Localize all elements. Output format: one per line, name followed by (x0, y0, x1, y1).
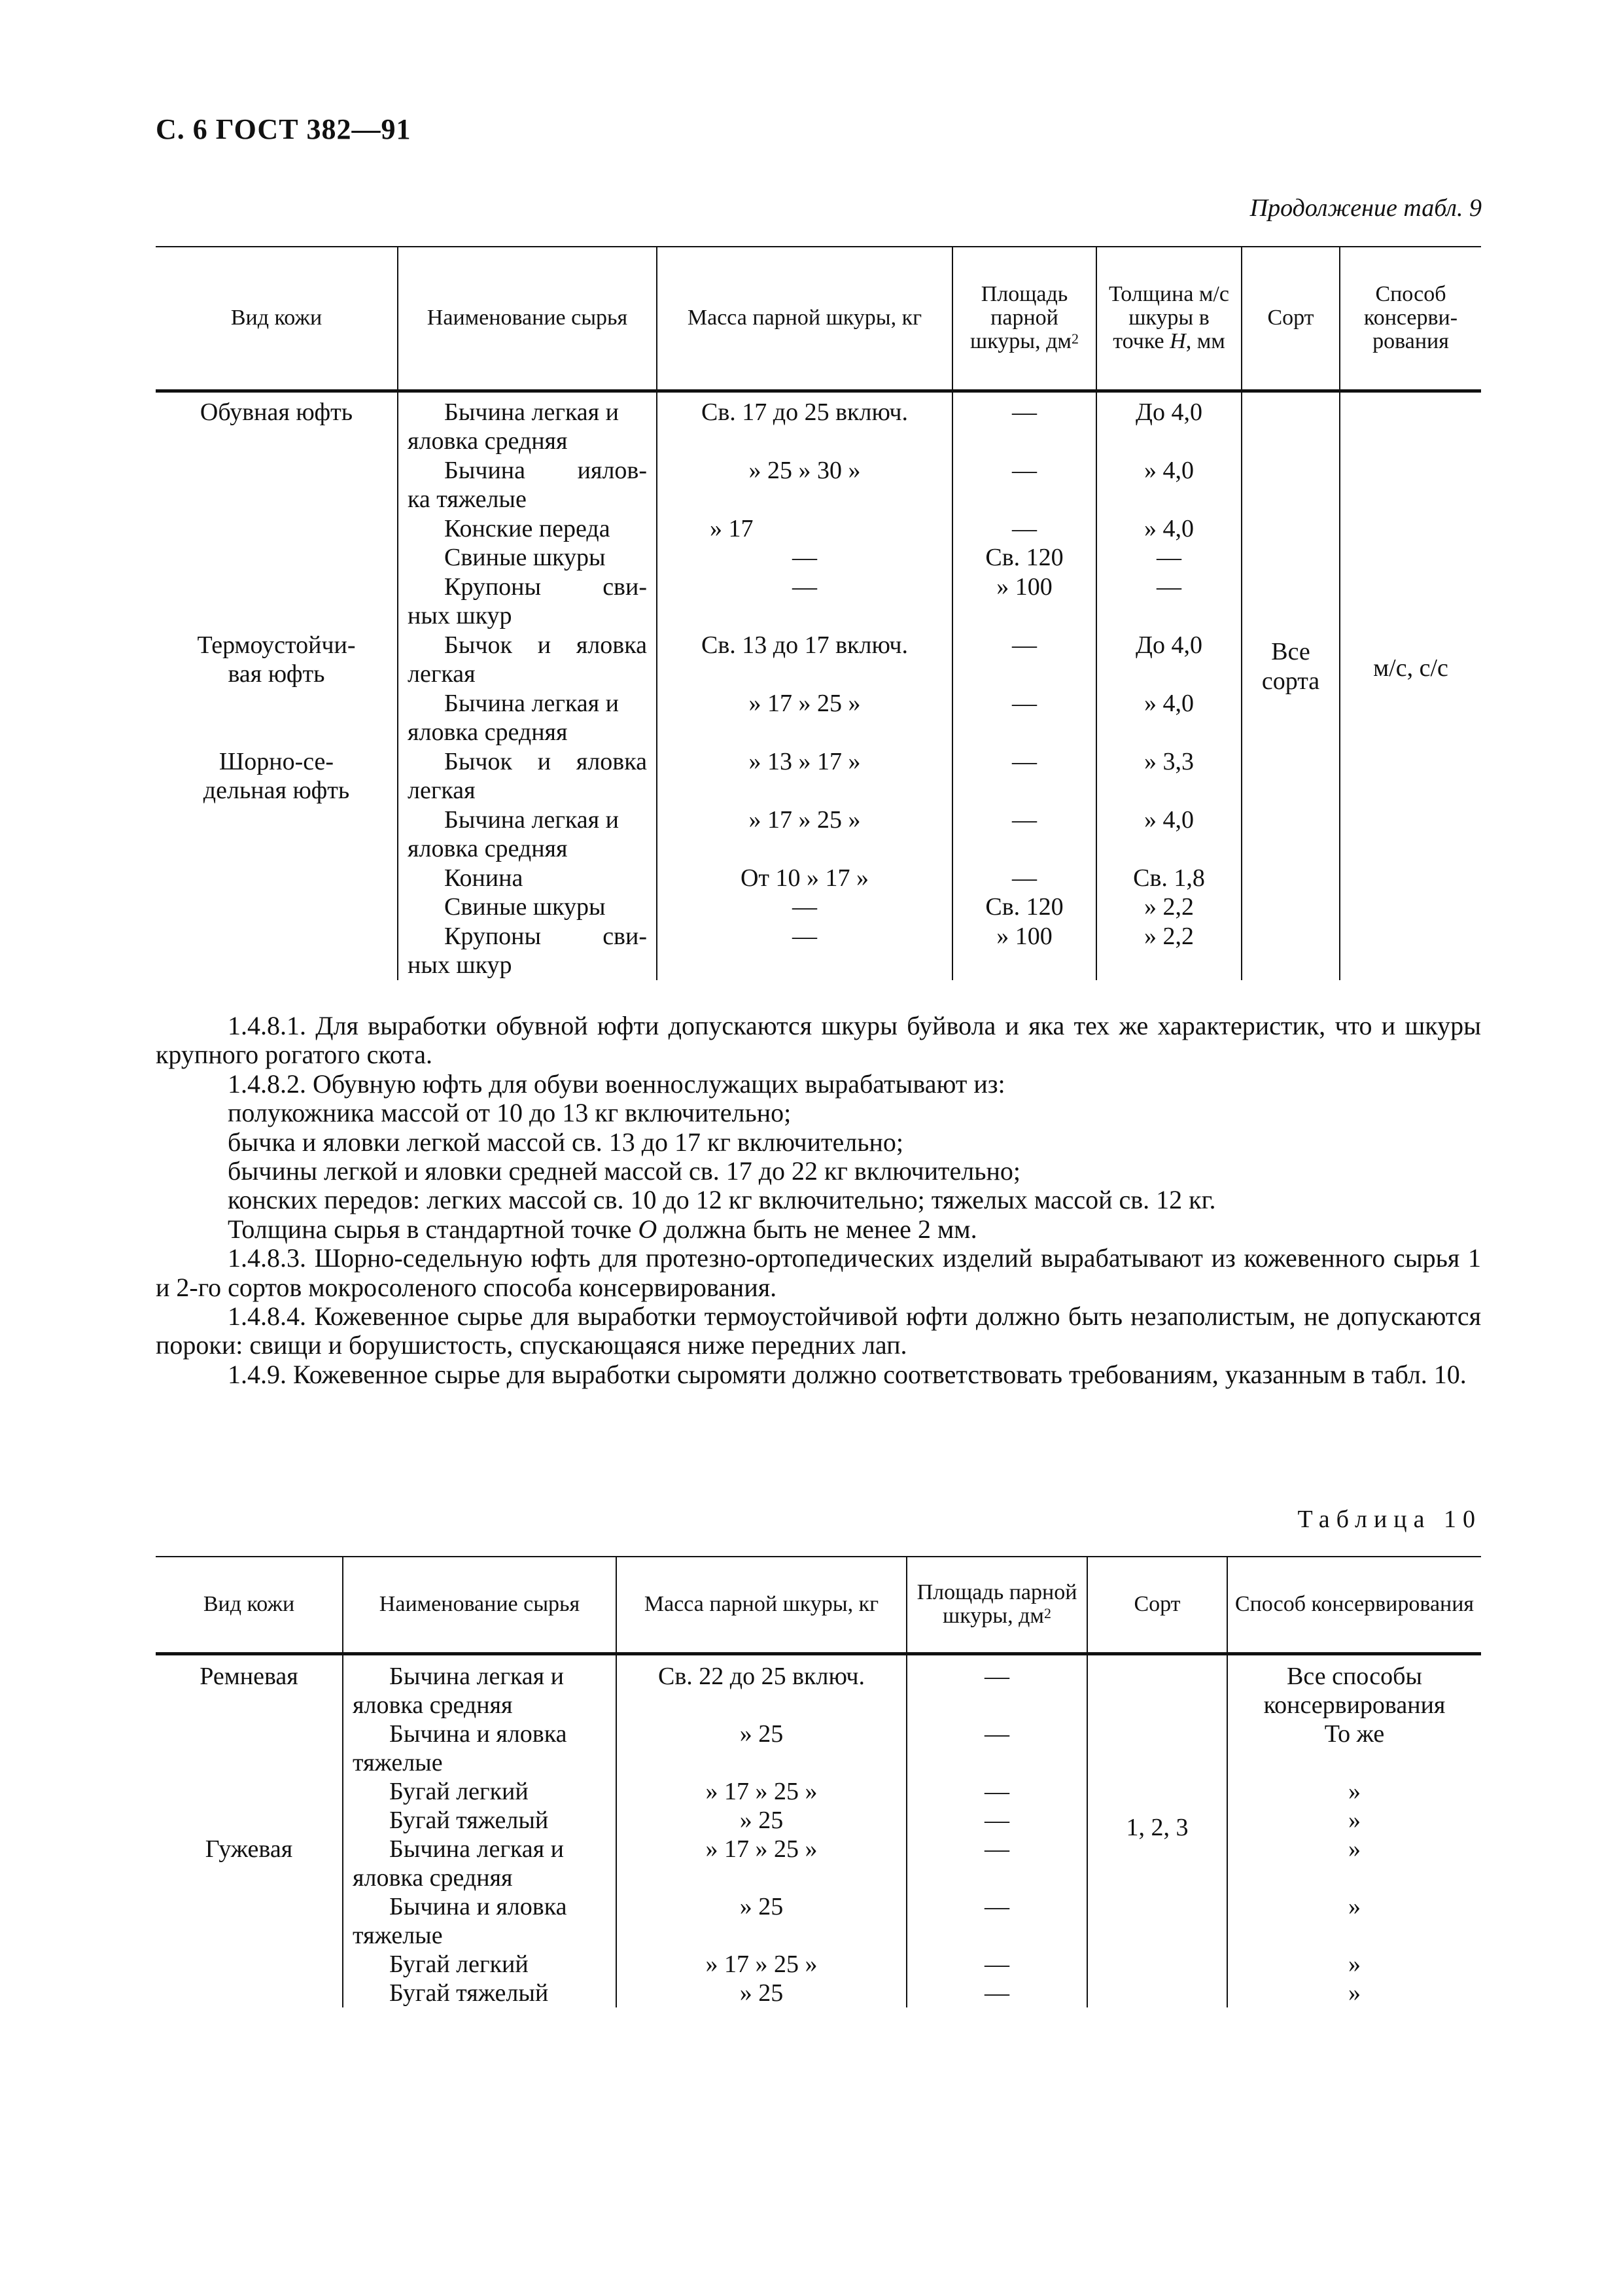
list-item: полукожника массой от 10 до 13 кг включительно; (228, 1098, 792, 1128)
area-value: — (985, 1662, 1009, 1690)
mass-value: — (792, 893, 817, 921)
method-value: » (1348, 1950, 1361, 1978)
header-area: Площадь парной шкуры, $дм^2$ (952, 247, 1096, 391)
method-value: » (1348, 1835, 1361, 1863)
paragraph-1-4-9: 1.4.9. Кожевенное сырье для выработки сыромяти должно соответствовать требованиям, указанным в табл. 10. (228, 1359, 1467, 1389)
raw-name-line: Свиные шкуры (444, 893, 606, 921)
empty-line (156, 573, 397, 602)
header-grade: Сорт (1242, 247, 1340, 391)
header-method: Способ консервирования (1227, 1557, 1481, 1653)
col-skin-type (156, 391, 398, 980)
area-value (953, 601, 1096, 631)
header-thickness: Толщина м/с шкуры в точке Н, мм (1096, 247, 1242, 391)
area-value (953, 718, 1096, 747)
thickness-value (1097, 776, 1241, 805)
empty-line (156, 864, 397, 893)
raw-name-line: легкая (408, 777, 476, 804)
page-header: С. 6 ГОСТ 382—91 (156, 113, 411, 145)
mass-value: » 17 » 25 » (748, 805, 861, 834)
area-value (907, 1691, 1087, 1720)
empty-line (156, 1950, 342, 1979)
table-10-title: Таблица 10 (1297, 1506, 1482, 1533)
area-value (953, 834, 1096, 864)
area-value: » 100 (996, 922, 1053, 950)
raw-name-line: Бугай легкий (389, 1777, 529, 1805)
paragraph-1-4-8-1: 1.4.8.1. Для выработки обувной юфти допускаются шкуры буйвола и яка тех же характеристик, что и шкуры крупного рогатого скота. (156, 1011, 1481, 1070)
mass-value: Св. 22 до 25 включ. (657, 1662, 865, 1690)
mass-value: » 25 (739, 1979, 784, 2007)
list-item: бычка и яловки легкой массой св. 13 до 17 кг включительно; (228, 1127, 904, 1157)
paragraph-1-4-8-4: 1.4.8.4. Кожевенное сырье для выработки термоустойчивой юфти должно быть незаполистым, не допускаются пороки: свищи и борушистость, спускающаяся ниже передних лап. (156, 1301, 1481, 1360)
thickness-value: » 2,2 (1144, 922, 1194, 950)
col-area (952, 391, 1096, 980)
mass-value: » 25 (739, 1806, 784, 1834)
empty-line (156, 1863, 342, 1892)
raw-name-line: легкая (408, 660, 476, 688)
raw-name-line: Бычина легкая и (444, 805, 619, 834)
raw-name-line: тяжелые (353, 1748, 443, 1776)
method-value: консервирования (1263, 1691, 1446, 1719)
raw-name-line: Крупоны сви- (444, 922, 647, 950)
header-area: Площадь парной шкуры, $дм^2$ (907, 1557, 1087, 1653)
method-value (1228, 1748, 1481, 1777)
skin-type-label: Ремневая (200, 1662, 298, 1690)
empty-line (156, 1892, 342, 1921)
raw-name-line: Конские переда (444, 514, 610, 542)
mass-value (617, 1691, 906, 1720)
col-method (1340, 391, 1481, 980)
skin-type-label: Гужевая (205, 1835, 293, 1863)
header-mass: Масса парной шкуры, кг (657, 247, 952, 391)
mass-value: От 10 » 17 » (740, 864, 869, 892)
raw-name-line: тяжелые (353, 1921, 443, 1949)
area-value (953, 776, 1096, 805)
header-raw-name: Наименование сырья (343, 1557, 616, 1653)
area-value: » 100 (996, 573, 1053, 601)
mass-value: » 17 » 25 » (705, 1835, 818, 1863)
table-10 (156, 1556, 1481, 2007)
thickness-value: » 3,3 (1144, 747, 1194, 775)
empty-line (156, 601, 397, 631)
area-value: — (985, 1720, 1009, 1748)
mass-value (617, 1748, 906, 1777)
thickness-value: » 2,2 (1144, 893, 1194, 921)
area-value: Св. 120 (985, 544, 1064, 571)
empty-line (156, 689, 397, 718)
mass-value (657, 485, 952, 514)
raw-name-line: Бычина легкая и (389, 1835, 564, 1863)
empty-line (156, 543, 397, 573)
col-raw-name (398, 391, 657, 980)
area-value: — (1012, 747, 1037, 775)
method-value: То же (1324, 1720, 1385, 1748)
raw-name-line: Бычина легкая и (389, 1662, 564, 1690)
empty-line (156, 805, 397, 835)
skin-type-label: дельная юфть (203, 777, 350, 804)
mass-value (657, 718, 952, 747)
raw-name-line: Бугай тяжелый (389, 1979, 549, 2007)
method-value (1228, 1921, 1481, 1950)
thickness-value (1097, 660, 1241, 689)
raw-name-line: Бычина и яловка (389, 1892, 567, 1920)
empty-line (156, 1777, 342, 1806)
mass-value: Св. 17 до 25 включ. (701, 398, 909, 426)
area-value: — (1012, 805, 1037, 834)
area-value (907, 1921, 1087, 1950)
raw-name-line: Бычок и яловка (444, 747, 647, 775)
area-value (953, 427, 1096, 456)
thickness-value: » 4,0 (1144, 514, 1194, 542)
method-value: » (1348, 1892, 1361, 1920)
area-value: — (1012, 398, 1037, 426)
area-value: — (985, 1950, 1009, 1978)
method-value: » (1348, 1979, 1361, 2007)
empty-line (156, 1806, 342, 1835)
mass-value: — (792, 573, 817, 601)
mass-value (617, 1921, 906, 1950)
empty-line (156, 514, 397, 544)
mass-value: » 25 (739, 1892, 784, 1920)
grade-value: 1, 2, 3 (1126, 1814, 1189, 1842)
area-value: — (985, 1979, 1009, 2007)
thickness-value (1097, 951, 1241, 980)
mass-value: » 25 (739, 1720, 784, 1748)
raw-name-line: Бугай легкий (389, 1950, 529, 1978)
col-thickness (1096, 391, 1242, 980)
empty-line (156, 922, 397, 951)
thickness-value: » 4,0 (1144, 689, 1194, 717)
mass-value (657, 951, 952, 980)
body-text (156, 1012, 1481, 1389)
method-value: Все способы (1287, 1662, 1422, 1690)
col-method (1227, 1653, 1481, 2007)
area-value: — (985, 1835, 1009, 1863)
raw-name-line: Бычина и яловка (389, 1720, 567, 1748)
empty-line (156, 1979, 342, 2007)
mass-value: » 17 » 25 » (705, 1777, 818, 1805)
mass-value: — (792, 544, 817, 571)
empty-line (156, 456, 397, 486)
mass-value: » 17 (710, 514, 754, 542)
empty-line (156, 427, 397, 456)
method-value: » (1348, 1806, 1361, 1834)
method-value: » (1348, 1777, 1361, 1805)
raw-name-line: Свиные шкуры (444, 544, 606, 571)
thickness-value (1097, 485, 1241, 514)
col-raw-name (343, 1653, 616, 2007)
raw-name-line: яловка средняя (408, 718, 568, 746)
empty-line (156, 1921, 342, 1950)
skin-type-label: вая юфть (228, 660, 325, 688)
col-grade (1087, 1653, 1227, 2007)
header-skin-type: Вид кожи (156, 247, 398, 391)
raw-name-line: Бычина легкая и (444, 689, 619, 717)
mass-value (657, 834, 952, 864)
area-value: — (985, 1777, 1009, 1805)
mass-value (657, 660, 952, 689)
area-value: Св. 120 (985, 893, 1064, 921)
area-value (953, 660, 1096, 689)
thickness-value (1097, 718, 1241, 747)
empty-line (156, 485, 397, 514)
area-value: — (985, 1892, 1009, 1920)
mass-value (617, 1863, 906, 1892)
raw-name-line: Бычина иялов- (444, 456, 647, 484)
area-value: — (1012, 631, 1037, 659)
mass-value (657, 776, 952, 805)
mass-value: Св. 13 до 17 включ. (701, 631, 909, 659)
thickness-value: — (1157, 544, 1181, 571)
area-value: — (985, 1806, 1009, 1834)
raw-name-line: Бычок и яловка (444, 631, 647, 659)
col-mass (616, 1653, 907, 2007)
mass-value: — (792, 922, 817, 950)
mass-value: » 25 » 30 » (748, 456, 861, 484)
area-value (907, 1863, 1087, 1892)
area-value (953, 951, 1096, 980)
empty-line (156, 718, 397, 747)
raw-name-line: яловка средняя (408, 427, 568, 455)
thickness-value: До 4,0 (1136, 398, 1202, 426)
thickness-value: — (1157, 573, 1181, 601)
list-item: конских передов: легких массой св. 10 до 12 кг включительно; тяжелых массой св. 12 кг. (228, 1185, 1216, 1215)
header-method: Способ консерви-рования (1340, 247, 1481, 391)
header-grade: Сорт (1087, 1557, 1227, 1653)
raw-name-line: яловка средняя (408, 835, 568, 862)
thickness-value: До 4,0 (1136, 631, 1202, 659)
mass-value: » 17 » 25 » (748, 689, 861, 717)
empty-line (156, 892, 397, 922)
col-skin-type (156, 1653, 343, 2007)
raw-name-line: яловка средняя (353, 1691, 513, 1719)
raw-name-line: Бугай тяжелый (389, 1806, 549, 1834)
area-value: — (1012, 514, 1037, 542)
skin-type-label: Шорно-се- (218, 747, 334, 775)
header-mass: Масса парной шкуры, кг (616, 1557, 907, 1653)
skin-type-label: Термоустойчи- (197, 631, 356, 659)
list-item: бычины легкой и яловки средней массой св. 17 до 22 кг включительно; (228, 1156, 1021, 1186)
area-value (907, 1748, 1087, 1777)
thickness-value (1097, 427, 1241, 456)
empty-line (156, 951, 397, 980)
header-skin-type: Вид кожи (156, 1557, 343, 1653)
raw-name-line: ных шкур (408, 951, 512, 979)
raw-name-line: ка тяжелые (408, 486, 527, 513)
skin-type-label: Обувная юфть (200, 398, 353, 426)
area-value: — (1012, 456, 1037, 484)
thickness-value: » 4,0 (1144, 456, 1194, 484)
thickness-value: Св. 1,8 (1133, 864, 1205, 892)
mass-value: » 13 » 17 » (748, 747, 861, 775)
paragraph-1-4-8-2: 1.4.8.2. Обувную юфть для обуви военнослужащих вырабатывают из: (228, 1069, 1005, 1099)
empty-line (156, 1691, 342, 1720)
thickness-value: » 4,0 (1144, 805, 1194, 834)
area-value: — (1012, 864, 1037, 892)
mass-value: » 17 » 25 » (705, 1950, 818, 1978)
empty-line (156, 1720, 342, 1748)
area-value: — (1012, 689, 1037, 717)
empty-line (156, 834, 397, 864)
thickness-value (1097, 834, 1241, 864)
table-9 (156, 246, 1481, 980)
thickness-value (1097, 601, 1241, 631)
mass-value (657, 427, 952, 456)
grade-value: Все сорта (1261, 638, 1320, 695)
method-value (1228, 1863, 1481, 1892)
area-value (953, 485, 1096, 514)
method-value: м/с, с/с (1373, 654, 1448, 682)
paragraph-1-4-8-3: 1.4.8.3. Шорно-седельную юфть для протезно-ортопедических изделий вырабатывают из кожевенного сырья 1 и 2-го сортов мокросоленого способа консервирования. (156, 1243, 1481, 1302)
empty-line (156, 1748, 342, 1777)
continuation-label: Продолжение табл. 9 (1249, 194, 1482, 222)
col-grade (1242, 391, 1340, 980)
raw-name-line: Конина (444, 864, 523, 892)
raw-name-line: яловка средняя (353, 1863, 513, 1892)
raw-name-line: ных шкур (408, 602, 512, 629)
col-mass (657, 391, 952, 980)
raw-name-line: Бычина легкая и (444, 398, 619, 426)
col-area (907, 1653, 1087, 2007)
header-raw-name: Наименование сырья (398, 247, 657, 391)
thickness-note: Толщина сырья в стандартной точке О должна быть не менее 2 мм. (228, 1214, 977, 1244)
raw-name-line: Крупоны сви- (444, 573, 647, 601)
mass-value (657, 601, 952, 631)
